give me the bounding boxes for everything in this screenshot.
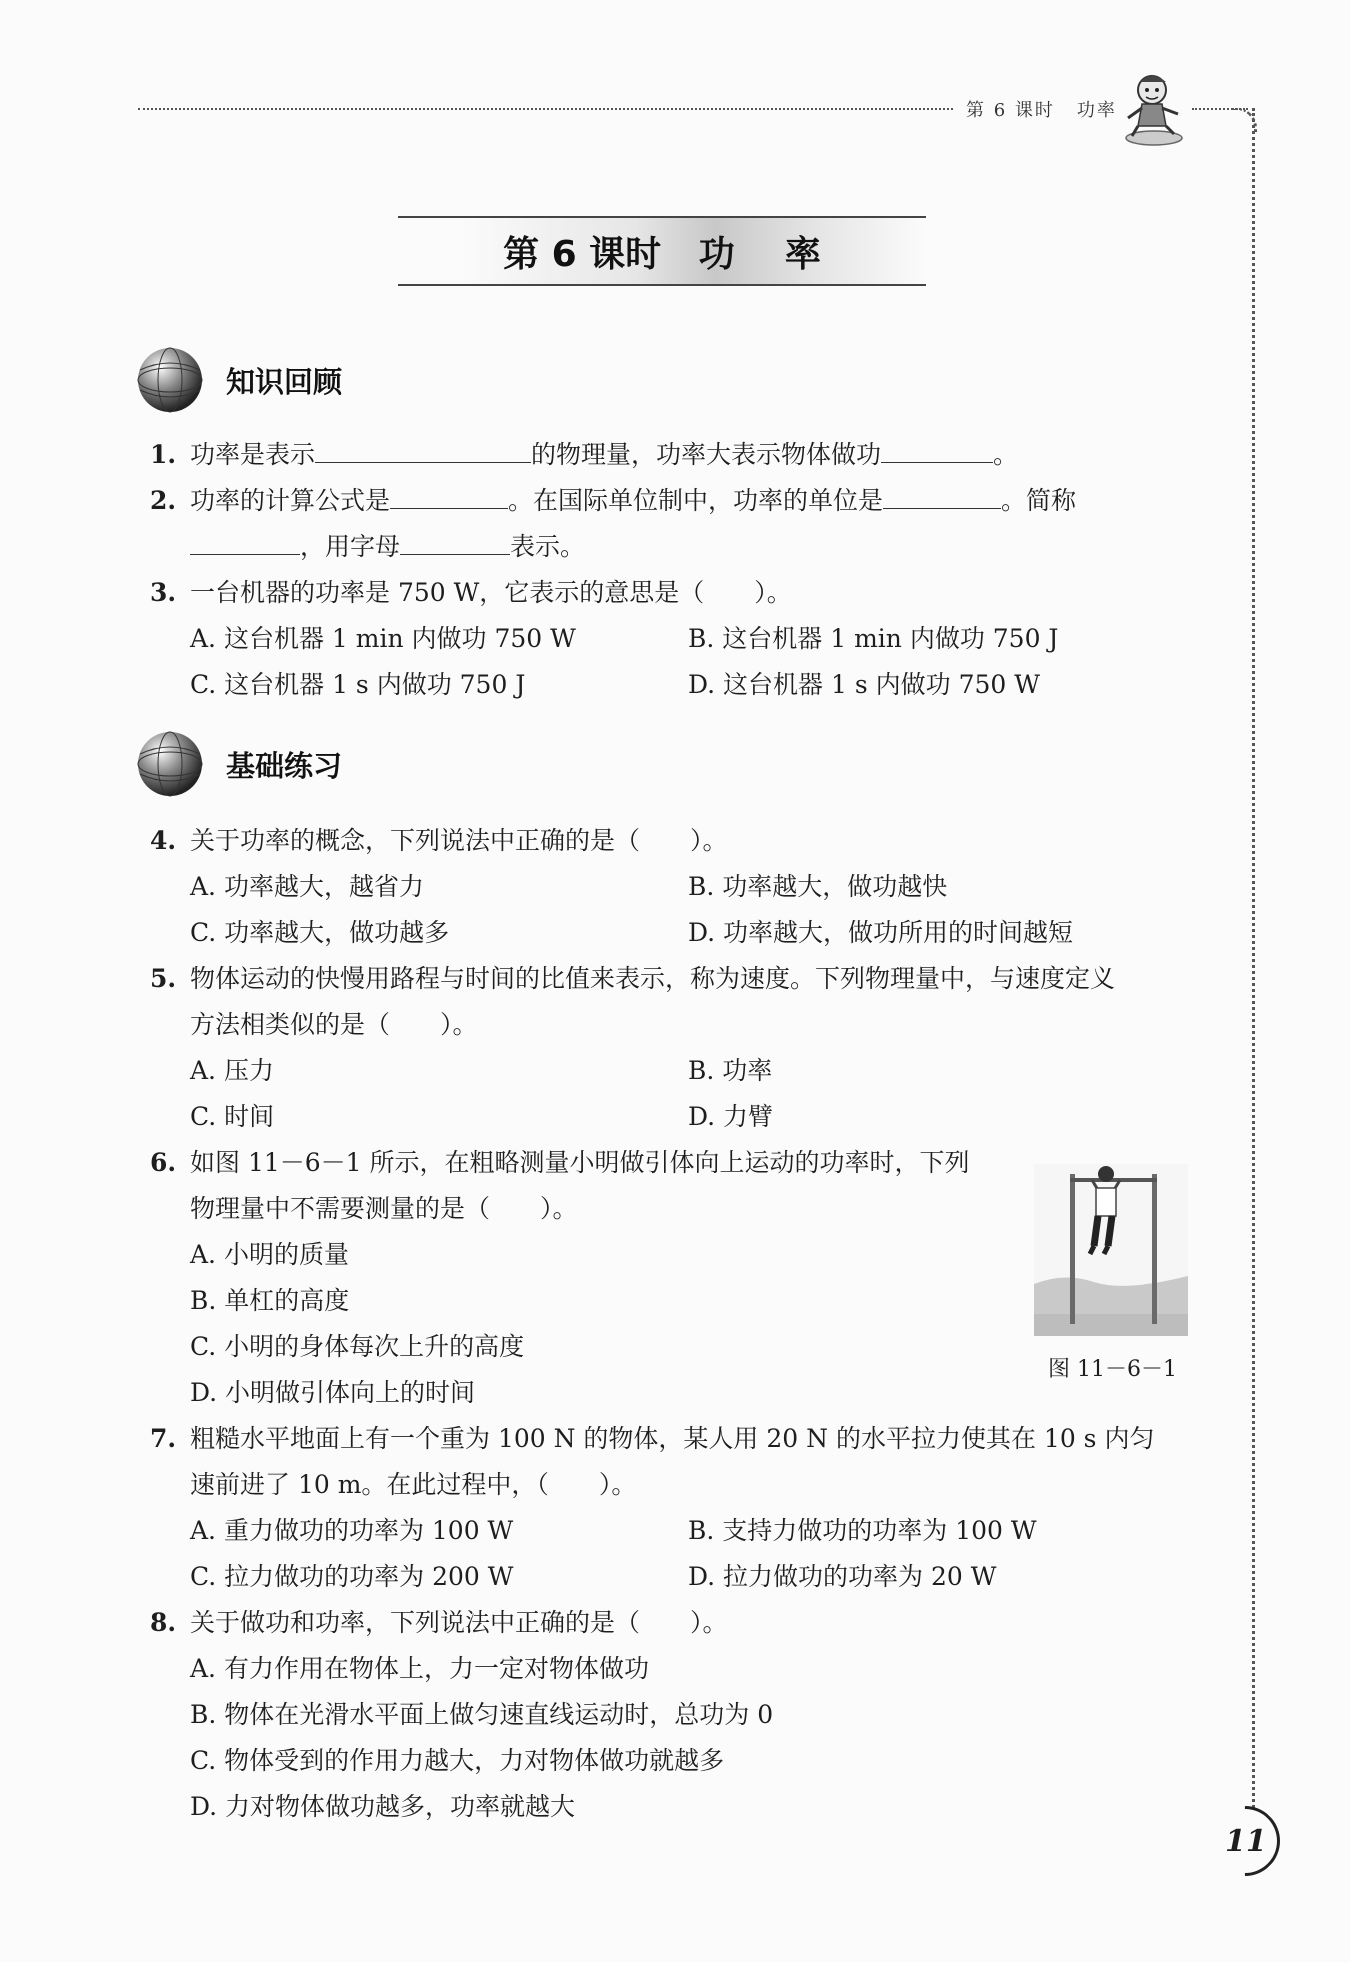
fill-blank[interactable]: [400, 530, 510, 555]
section-practice-title: 基础练习: [226, 748, 343, 783]
margin-rail: [1252, 108, 1255, 1808]
page-number: 11: [1225, 1824, 1267, 1859]
question-number: 5.: [150, 964, 177, 993]
option-d[interactable]: D. 这台机器 1 s 内做功 750 W: [688, 670, 1040, 699]
question-number: 3.: [150, 578, 177, 607]
pull-up-figure: [1034, 1164, 1188, 1336]
globe-icon: [136, 730, 204, 798]
question-7: [150, 1422, 1154, 1456]
option-c[interactable]: C. 拉力做功的功率为 200 W: [190, 1562, 514, 1591]
option-b[interactable]: B. 这台机器 1 min 内做功 750 J: [688, 624, 1059, 653]
option-a[interactable]: A. 重力做功的功率为 100 W: [190, 1516, 514, 1545]
option-b[interactable]: B. 单杠的高度: [190, 1286, 350, 1315]
option-c[interactable]: C. 小明的身体每次上升的高度: [190, 1332, 525, 1361]
section-review-title: 知识回顾: [226, 364, 343, 399]
q2-text-a: 功率的计算公式是: [190, 486, 391, 515]
question-8: [150, 1606, 728, 1640]
page-number-badge: [1180, 1806, 1278, 1880]
question-4: [150, 824, 728, 858]
lesson-title: 第 6 课时 功 率: [503, 233, 821, 275]
option-c[interactable]: C. 功率越大，做功越多: [190, 918, 450, 947]
header-rule: [138, 108, 953, 110]
fill-blank[interactable]: [315, 438, 531, 463]
option-c[interactable]: C. 这台机器 1 s 内做功 750 J: [190, 670, 526, 699]
q1-text-b: 的物理量，功率大表示物体做功: [531, 440, 882, 469]
question-text: 关于功率的概念，下列说法中正确的是（ ）。: [190, 826, 728, 855]
option-a[interactable]: A. 压力: [190, 1056, 274, 1085]
q2-text-d: ，用字母: [300, 532, 401, 561]
q1-text-a: 功率是表示: [190, 440, 316, 469]
question-text-cont: 方法相类似的是（ ）。: [190, 1010, 478, 1039]
figure-caption: 图 11－6－1: [1048, 1357, 1177, 1382]
question-3: [150, 576, 792, 610]
globe-icon: [136, 346, 204, 414]
question-1: [150, 438, 1018, 472]
question-2-cont: [190, 530, 585, 564]
q1-text-c: 。: [993, 440, 1019, 469]
question-text-cont: 物理量中不需要测量的是（ ）。: [190, 1194, 578, 1223]
fill-blank[interactable]: [190, 530, 300, 555]
option-d[interactable]: D. 力对物体做功越多，功率就越大: [190, 1792, 576, 1821]
option-d[interactable]: D. 拉力做功的功率为 20 W: [688, 1562, 997, 1591]
question-text: 一台机器的功率是 750 W，它表示的意思是（ ）。: [190, 578, 792, 607]
lesson-title-box: [398, 216, 926, 286]
question-text-cont: 速前进了 10 m。在此过程中，（ ）。: [190, 1470, 637, 1499]
option-b[interactable]: B. 物体在光滑水平面上做匀速直线运动时，总功为 0: [190, 1700, 774, 1729]
question-number: 6.: [150, 1148, 177, 1177]
option-a[interactable]: A. 功率越大，越省力: [190, 872, 424, 901]
option-a[interactable]: A. 小明的质量: [190, 1240, 349, 1269]
option-b[interactable]: B. 功率: [688, 1056, 773, 1085]
section-practice-header: [136, 730, 342, 798]
q2-text-c: 。简称: [1001, 486, 1077, 515]
option-c[interactable]: C. 物体受到的作用力越大，力对物体做功就越多: [190, 1746, 725, 1775]
question-number: 7.: [150, 1424, 177, 1453]
fill-blank[interactable]: [883, 484, 1001, 509]
mascot-icon: [1118, 68, 1190, 148]
question-6: [150, 1146, 970, 1180]
option-d[interactable]: D. 小明做引体向上的时间: [190, 1378, 476, 1407]
question-number: 4.: [150, 826, 177, 855]
question-number: 2.: [150, 486, 177, 515]
option-d[interactable]: D. 功率越大，做功所用的时间越短: [688, 918, 1074, 947]
question-number: 1.: [150, 440, 177, 469]
option-b[interactable]: B. 支持力做功的功率为 100 W: [688, 1516, 1037, 1545]
question-5: [150, 962, 1115, 996]
question-text: 粗糙水平地面上有一个重为 100 N 的物体，某人用 20 N 的水平拉力使其在 10 s 内匀: [190, 1424, 1155, 1453]
option-b[interactable]: B. 功率越大，做功越快: [688, 872, 948, 901]
option-c[interactable]: C. 时间: [190, 1102, 275, 1131]
question-text: 物体运动的快慢用路程与时间的比值来表示，称为速度。下列物理量中，与速度定义: [190, 964, 1116, 993]
running-header: [966, 96, 1139, 122]
fill-blank[interactable]: [881, 438, 993, 463]
q2-text-e: 表示。: [510, 532, 586, 561]
fill-blank[interactable]: [390, 484, 508, 509]
q2-text-b: 。在国际单位制中，功率的单位是: [508, 486, 884, 515]
header-topic: 功率: [1076, 100, 1117, 121]
option-a[interactable]: A. 这台机器 1 min 内做功 750 W: [190, 624, 576, 653]
question-2: [150, 484, 1076, 518]
question-text: 关于做功和功率，下列说法中正确的是（ ）。: [190, 1608, 728, 1637]
header-lesson: 第 6 课时: [966, 100, 1055, 121]
option-d[interactable]: D. 力臂: [688, 1102, 774, 1131]
question-number: 8.: [150, 1608, 177, 1637]
option-a[interactable]: A. 有力作用在物体上，力一定对物体做功: [190, 1654, 649, 1683]
question-text: 如图 11－6－1 所示，在粗略测量小明做引体向上运动的功率时，下列: [190, 1148, 970, 1177]
section-review-header: [136, 346, 342, 414]
